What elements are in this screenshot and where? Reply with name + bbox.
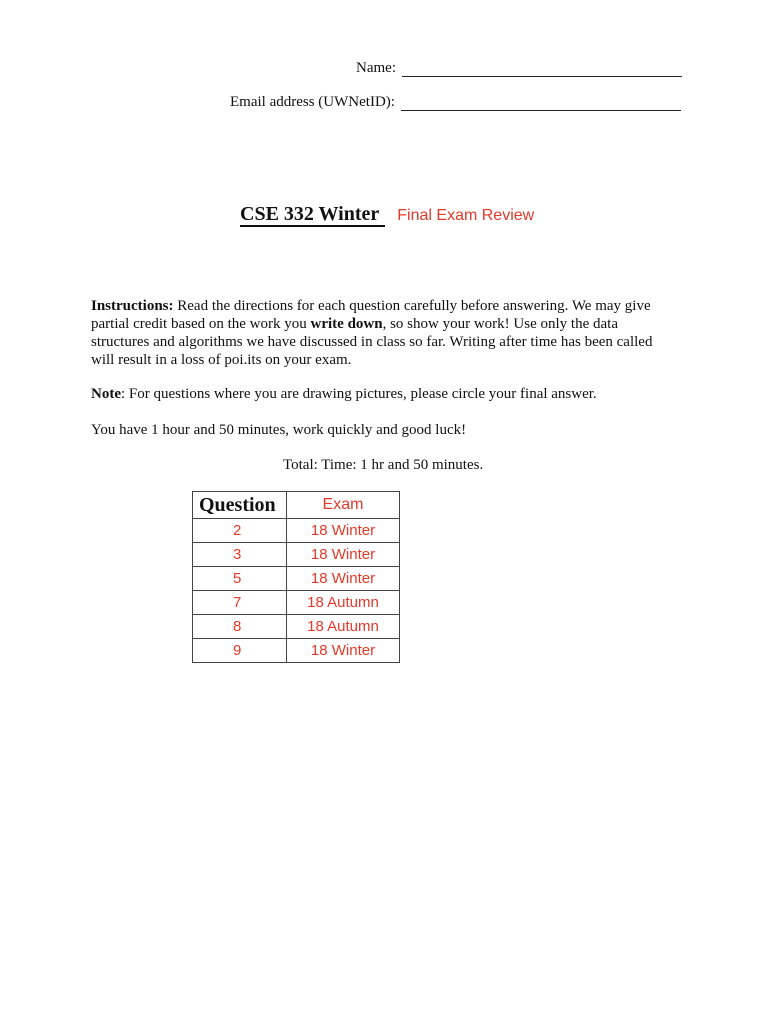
instructions-emphasis: write down (310, 316, 383, 332)
exam-cell: 18 Winter (287, 639, 400, 663)
table-row (193, 615, 400, 639)
table-row (193, 591, 400, 615)
table-row (193, 519, 400, 543)
table-row (193, 567, 400, 591)
exam-cell: 18 Autumn (287, 591, 400, 615)
instructions-label: Instructions: (91, 298, 174, 314)
note-paragraph (91, 386, 597, 403)
question-cell: 9 (193, 639, 287, 663)
total-line: Total: Time: 1 hr and 50 minutes. (283, 457, 484, 473)
note-label: Note (91, 386, 121, 402)
email-label: Email address (UWNetID): (230, 94, 395, 110)
instructions-text-before: Read the directions for each question carefully before answering. We may give partial credit based on the work you (91, 298, 651, 332)
question-exam-table (192, 491, 400, 663)
table-row (193, 639, 400, 663)
instructions-text-after: , so show your work! Use only the data structures and algorithms we have discussed in class so far. Writing after time has been called will result in a loss of poi.its on your exam. (91, 316, 653, 368)
time-paragraph: You have 1 hour and 50 minutes, work quickly and good luck! (91, 422, 467, 438)
exam-cell: 18 Autumn (287, 615, 400, 639)
exam-cell: 18 Winter (287, 567, 400, 591)
question-header: Question (193, 492, 287, 519)
question-cell: 3 (193, 543, 287, 567)
question-cell: 8 (193, 615, 287, 639)
handwritten-title: Final Exam Review (397, 207, 535, 224)
table-header-row (193, 492, 400, 519)
course-title: CSE 332 Winter (240, 203, 385, 227)
email-field[interactable] (401, 96, 681, 111)
question-cell: 7 (193, 591, 287, 615)
name-label: Name: (356, 60, 396, 76)
question-cell: 5 (193, 567, 287, 591)
note-text: : For questions where you are drawing pictures, please circle your final answer. (121, 386, 597, 402)
exam-cell: 18 Winter (287, 519, 400, 543)
email-field-row (230, 94, 681, 111)
question-cell: 2 (193, 519, 287, 543)
instructions-paragraph (91, 297, 671, 369)
exam-cell: 18 Winter (287, 543, 400, 567)
exam-header: Exam (287, 492, 400, 519)
name-field[interactable] (402, 62, 682, 77)
name-field-row (356, 60, 682, 77)
title-block (240, 203, 534, 227)
table-row (193, 543, 400, 567)
